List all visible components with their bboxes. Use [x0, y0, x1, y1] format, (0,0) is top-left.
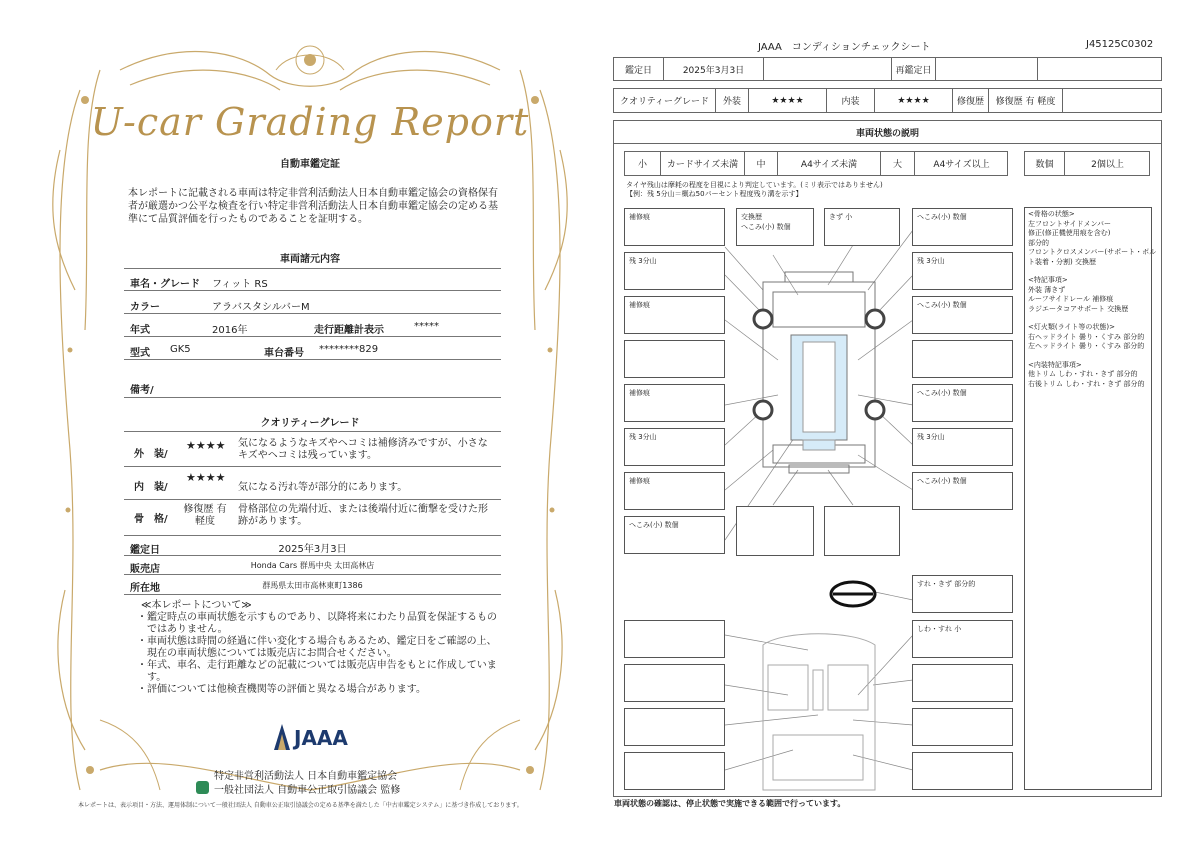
damage-box-r4 — [912, 340, 1013, 378]
quality-row: クオリティーグレード 外装 ★★★★ 内装 ★★★★ 修復歴 修復歴 有 軽度 — [613, 88, 1162, 113]
damage-box-l1: 補修痕 — [624, 208, 725, 246]
row-date: 鑑定日 2025年3月3日 — [124, 536, 501, 556]
org-line-2: 一般社団法人 自動車公正取引協議会 監修 — [214, 785, 401, 796]
spec-row-color: カラー アラバスタシルバーM — [124, 291, 501, 314]
tire-box-l6: 残 3分山 — [624, 428, 725, 466]
quality-row-frame: 骨 格/ 修復歴 有 軽度 骨格部位の先端付近、または後端付近に衝撃を受けた形跡があります。 — [124, 500, 501, 536]
section-title: 車両状態の説明 — [614, 121, 1161, 144]
org-line-1: 特定非営利活動法人 日本自動車鑑定協会 — [214, 771, 398, 782]
tire-note-2: 【例：残 5分山＝概ね50パーセント程度残り溝を示す】 — [626, 190, 803, 198]
sheet-code: J45125C0302 — [1086, 39, 1154, 50]
spec-row-name: 車名・グレード フィット RS — [124, 268, 501, 291]
intro-text: 本レポートに記載される車両は特定非営利活動法人日本自動車鑑定協会の資格保有者が厳選かつ公平な検査を行い特定非営利活動法人日本自動車鑑定協会の定める基準にて品質評価を行ったものであることを証明する。 — [128, 188, 498, 225]
damage-box-b1: へこみ(小) 数個 — [624, 516, 725, 554]
damage-box-b3 — [824, 506, 900, 556]
damage-box-l7: 補修痕 — [624, 472, 725, 510]
interior-box-r3 — [912, 708, 1013, 746]
damage-box-r3: へこみ(小) 数個 — [912, 296, 1013, 334]
jaaa-logo-icon — [272, 722, 292, 752]
quality-heading: クオリティーグレード — [260, 418, 360, 429]
tire-box-l2: 残 3分山 — [624, 252, 725, 290]
condition-notes: <骨格の状態> 左フロントサイドメンバー 修正(修正機使用痕を含む) 部分的 フロントクロスメンバー(サポート・ボルト装着・分割) 交換歴 <特記事項> 外装 薄きず ルーフサイドレール 補修痕 ラジエータコアサポート 交換歴 <灯火類(ライト等の状態)> 右ヘッドライト 曇り・くすみ 部分的 左ヘッドライト 曇り・くすみ 部分的 <内装特記事項> 他トリム しわ・すれ・きず 部分的 右後トリム しわ・すれ・きず 部分的 — [1028, 210, 1157, 388]
row-address: 所在地 群馬県太田市高林東町1386 — [124, 575, 501, 595]
interior-box-r2 — [912, 664, 1013, 702]
damage-box-l3: 補修痕 — [624, 296, 725, 334]
count-legend: 数個 2個以上 — [1024, 151, 1150, 176]
spec-row-remarks: 備考/ — [124, 360, 501, 398]
date-row: 鑑定日 2025年3月3日 再鑑定日 — [613, 57, 1162, 81]
damage-box-b2 — [736, 506, 814, 556]
damage-box-t1: 交換歴 へこみ(小) 数個 — [736, 208, 814, 246]
damage-box-t2: きず 小 — [824, 208, 900, 246]
quality-row-interior: 内 装/ ★★★★ 気になる汚れ等が部分的にあります。 — [124, 467, 501, 500]
interior-box-r4 — [912, 752, 1013, 790]
row-dealer: 販売店 Honda Cars 群馬中央 太田高林店 — [124, 556, 501, 575]
damage-box-l4 — [624, 340, 725, 378]
spec-heading: 車両諸元内容 — [280, 254, 340, 265]
report-notes: ≪本レポートについて≫ ・鑑定時点の車両状態を示すものであり、以降将来にわたり品質を保証するものではありません。 ・車両状態は時間の経過に伴い変化する場合もあるため、鑑定日をご確認の上、現在の車両状態については販売店にお問合せください。 ・年式、車名、走行距離などの記載については販売店申告をもとに作成しています。 ・評価については他検査機関等の評価と異なる場合があります。 — [137, 600, 497, 695]
spec-row-year: 年式 2016年 走行距離計表示 ***** — [124, 314, 501, 337]
interior-box-l2 — [624, 664, 725, 702]
interior-box-r1: しわ・すれ 小 — [912, 620, 1013, 658]
damage-box-l5: 補修痕 — [624, 384, 725, 422]
damage-box-r1: へこみ(小) 数個 — [912, 208, 1013, 246]
certificate-subtitle: 自動車鑑定証 — [280, 159, 340, 170]
interior-box-l3 — [624, 708, 725, 746]
jaaa-logo: JAAA — [294, 726, 348, 750]
tire-box-r2: 残 3分山 — [912, 252, 1013, 290]
steering-box: すれ・きず 部分的 — [912, 575, 1013, 613]
sheet-title: JAAA コンディションチェックシート — [758, 42, 931, 53]
tire-box-r6: 残 3分山 — [912, 428, 1013, 466]
fair-trade-icon — [196, 781, 209, 794]
size-legend: 小 カードサイズ未満 中 A4サイズ未満 大 A4サイズ以上 — [624, 151, 1008, 176]
quality-row-exterior: 外 装/ ★★★★ 気になるようなキズやヘコミは補修済みですが、小さなキズやヘコミは残っています。 — [124, 431, 501, 467]
certificate-footer: 本レポートは、表示項目・方法、運用体制について一般社団法人 自動車公正取引協議会の定める基準を満たした「中古車鑑定システム」に基づき作成しております。 — [78, 802, 523, 809]
damage-box-r7: へこみ(小) 数個 — [912, 472, 1013, 510]
script-title: U-car Grading Report — [90, 100, 530, 144]
tire-note-1: タイヤ残山は摩耗の程度を目視により判定しています。(ミリ表示ではありません) — [626, 181, 883, 189]
interior-box-l4 — [624, 752, 725, 790]
sheet-footer: 車両状態の確認は、停止状態で実施できる範囲で行っています。 — [614, 799, 846, 808]
damage-box-r5: へこみ(小) 数個 — [912, 384, 1013, 422]
spec-row-model: 型式 GK5 車台番号 ********829 — [124, 337, 501, 360]
interior-box-l1 — [624, 620, 725, 658]
